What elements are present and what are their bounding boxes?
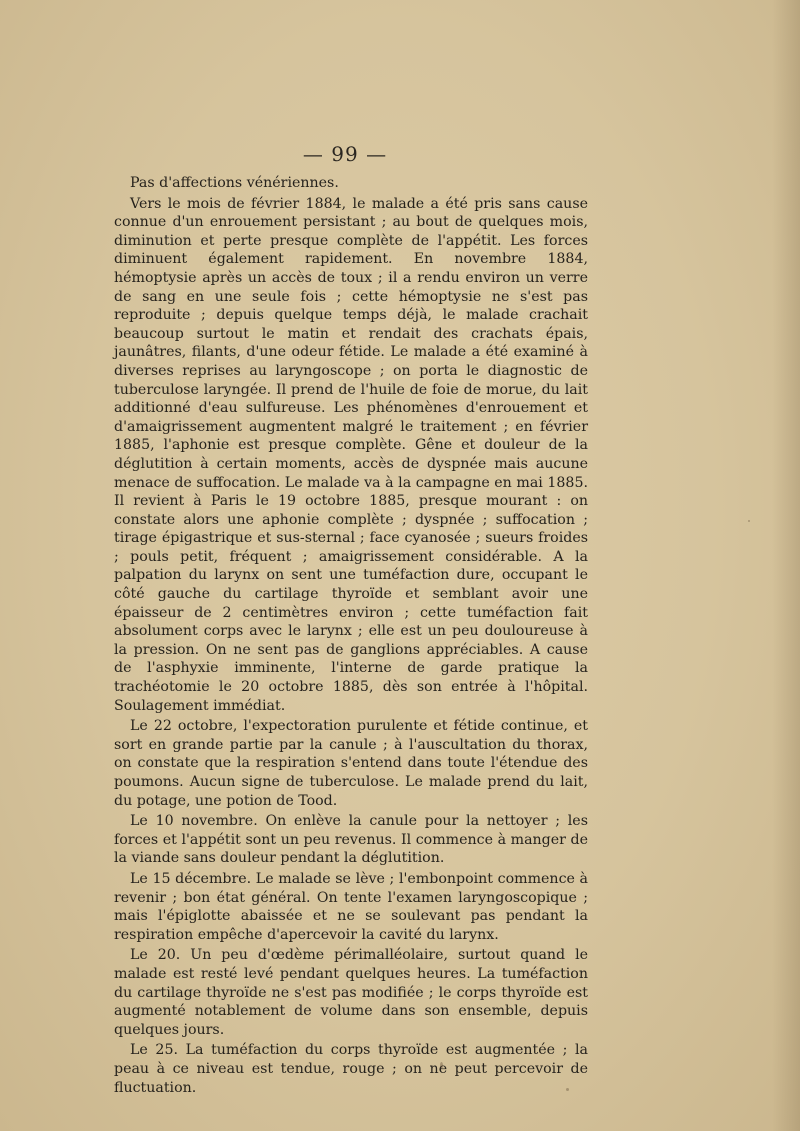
paragraph-2: Vers le mois de février 1884, le malade a été pris sans cause connue d'un enrouement persistant ; au bout de quelques mois, diminution et perte presque complète de l'appétit. Les forces diminuent également rapidement. En novembre 1884, hémoptysie après un accès de toux ; il a rendu environ un verre de sang en une seule fois ; cette hémoptysie ne s'est pas reproduite ; depuis quelque temps déjà, le malade crachait beaucoup surtout le matin et rendait des crachats épais, jaunâtres, filants, d'une odeur fétide. Le malade a été examiné à diverses reprises au laryngoscope ; on porta le diagnostic de tuberculose laryngée. Il prend de l'huile de foie de morue, du lait additionné d'eau sulfureuse. Les phénomènes d'enrouement et d'amaigrissement augmentent malgré le traitement ; en février 1885, l'aphonie est presque complète. Gêne et douleur de la déglutition à certain moments, accès de dyspnée mais aucune menace de suffocation. Le malade va à la campagne en mai 1885. Il revient à Paris le 19 octobre 1885, presque mourant : on constate alors une aphonie complète ; dyspnée ; suffocation ; tirage épigastrique et sus-sternal ; face cyanosée ; sueurs froides ; pouls petit, fréquent ; amaigrissement considérable. A la palpation du larynx on sent une tuméfaction dure, occupant le côté gauche du cartilage thyroïde et semblant avoir une épaisseur de 2 centimètres environ ; cette tuméfaction fait absolument corps avec le larynx ; elle est un peu douloureuse à la pression. On ne sent pas de ganglions appréciables. A cause de l'asphyxie imminente, l'interne de garde pratique la trachéotomie le 20 octobre 1885, dès son entrée à l'hôpital. Soulagement immédiat. xyxy=(114,195,588,714)
paragraph-3: Le 22 octobre, l'expectoration purulente et fétide continue, et sort en grande partie par la canule ; à l'auscultation du thorax, on constate que la respiration s'entend dans toute l'étendue des poumons. Aucun signe de tuberculose. Le malade prend du lait, du potage, une potion de Tood. xyxy=(114,718,588,809)
paragraph-6: Le 20. Un peu d'œdème périmalléolaire, surtout quand le malade est resté levé pendant quelques heures. La tuméfaction du cartilage thyroïde ne s'est pas modifiée ; le corps thyroïde est augmenté notablement de volume dans son ensemble, depuis quelques jours. xyxy=(114,947,588,1038)
paragraph-1: Pas d'affections vénériennes. xyxy=(130,175,339,191)
page-number: — 99 — xyxy=(302,142,388,166)
paragraph-4: Le 10 novembre. On enlève la canule pour la nettoyer ; les forces et l'appétit sont un peu revenus. Il commence à manger de la viande sans douleur pendant la déglutition. xyxy=(114,813,588,867)
body-text xyxy=(114,174,588,1097)
paragraph-7: Le 25. La tuméfaction du corps thyroïde est augmentée ; la peau à ce niveau est tendue, rouge ; on ne peut percevoir de fluctuation. xyxy=(114,1042,588,1096)
paragraph-5: Le 15 décembre. Le malade se lève ; l'embonpoint commence à revenir ; bon état général. On tente l'examen laryngoscopique ; mais l'épiglotte abaissée et ne se soulevant pas pendant la respiration empêche d'apercevoir la cavité du larynx. xyxy=(114,870,588,943)
paper-speck xyxy=(748,520,750,522)
paper-speck xyxy=(566,1088,569,1091)
page-edge-shadow xyxy=(772,0,800,1131)
paper-speck xyxy=(440,1062,443,1069)
